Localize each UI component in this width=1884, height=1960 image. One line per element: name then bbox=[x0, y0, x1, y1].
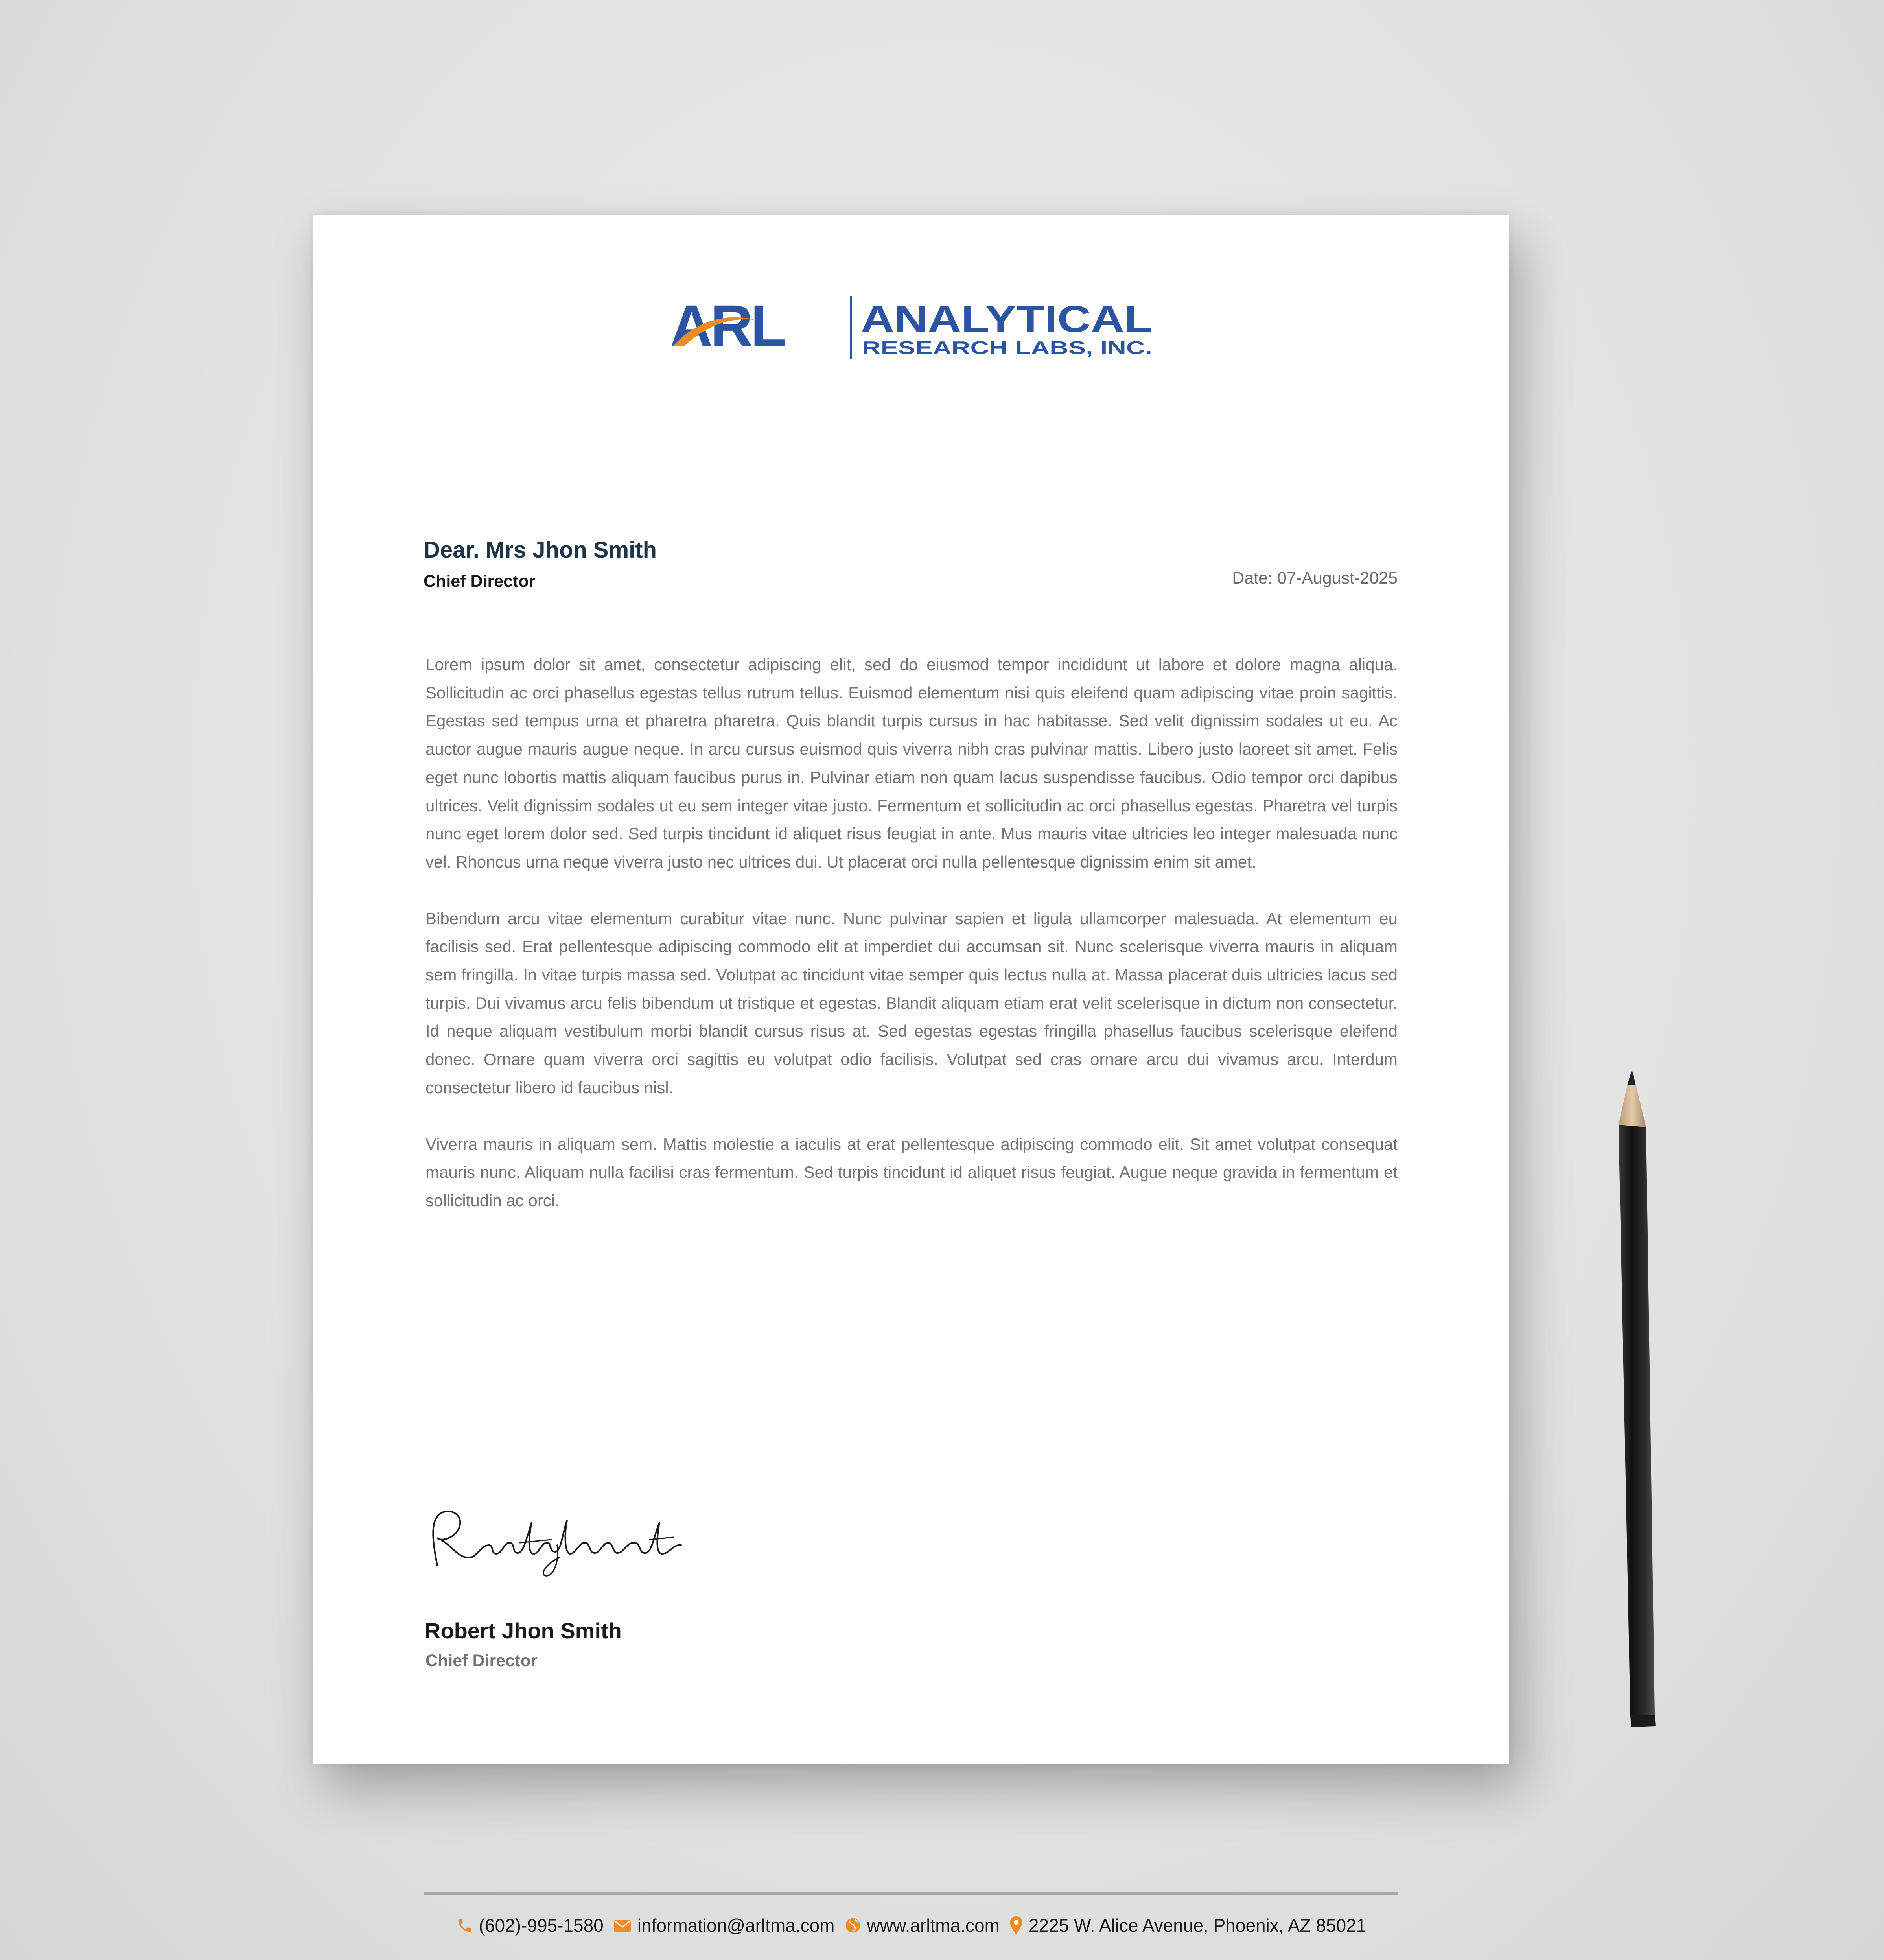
footer-address[interactable] bbox=[1009, 1915, 1366, 1936]
letter-date: Date: 07-August-2025 bbox=[1232, 569, 1398, 588]
signer-title: Chief Director bbox=[425, 1651, 538, 1670]
letterhead-page bbox=[313, 215, 1509, 1936]
footer-email[interactable] bbox=[613, 1915, 835, 1936]
recipient-salutation: Dear. Mrs Jhon Smith bbox=[424, 537, 657, 563]
pencil-prop bbox=[1604, 1062, 1659, 1730]
street-address: 2225 W. Alice Avenue, Phoenix, AZ 85021 bbox=[1028, 1915, 1366, 1936]
logo-company-line2: RESEARCH LABS, INC. bbox=[862, 337, 1152, 358]
globe-icon bbox=[844, 1917, 862, 1934]
email-address: information@arltma.com bbox=[637, 1915, 835, 1936]
recipient-title: Chief Director bbox=[424, 572, 536, 591]
letter-body bbox=[425, 650, 1398, 1243]
company-logo bbox=[669, 296, 1154, 359]
logo-mark: ARL bbox=[670, 296, 785, 359]
phone-number: (602)-995-1580 bbox=[479, 1915, 604, 1936]
handwritten-signature bbox=[422, 1499, 697, 1577]
signer-name: Robert Jhon Smith bbox=[425, 1618, 622, 1643]
map-pin-icon bbox=[1009, 1916, 1023, 1935]
envelope-icon bbox=[613, 1918, 632, 1933]
footer-phone[interactable] bbox=[456, 1915, 604, 1936]
logo-company-line1: ANALYTICAL bbox=[861, 298, 1153, 340]
website-url: www.arltma.com bbox=[867, 1915, 1000, 1936]
footer-divider bbox=[424, 1892, 1398, 1895]
phone-icon bbox=[456, 1917, 473, 1934]
body-paragraph: Lorem ipsum dolor sit amet, consectetur adipiscing elit, sed do eiusmod tempor incididunt ut labore et dolore magna aliqua. Sollicitudin ac orci phasellus egestas tellus rutrum tellus. Euismod elementum nisi quis eleifend quam adipiscing vitae proin sagittis. Egestas sed tempus urna et pharetra pharetra. Quis blandit turpis cursus in hac habitasse. Sed velit dignissim sodales ut eu. Ac auctor augue mauris augue neque. In arcu cursus euismod quis viverra nibh cras pulvinar mattis. Libero justo laoreet sit amet. Felis eget nunc lobortis mattis aliquam faucibus purus in. Pulvinar etiam non quam lacus suspendisse faucibus. Odio tempor orci dapibus ultrices. Velit dignissim sodales ut eu sem integer vitae justo. Fermentum et sollicitudin ac orci phasellus egestas. Pharetra vel turpis nunc eget lorem dolor sed. Sed turpis tincidunt id aliquet risus feugiat in ante. Mus mauris vitae ultricies leo integer malesuada nunc vel. Rhoncus urna neque viverra justo nec ultrices dui. Ut placerat orci nulla pellentesque dignissim enim sit amet. bbox=[425, 655, 1398, 871]
body-paragraph: Bibendum arcu vitae elementum curabitur vitae nunc. Nunc pulvinar sapien et ligula ullamcorper malesuada. At elementum eu facilisis sed. Erat pellentesque adipiscing commodo elit at imperdiet dui accumsan sit. Nunc scelerisque viverra mauris in aliquam sem fringilla. In vitae turpis massa sed. Volutpat ac tincidunt vitae semper quis lectus nulla at. Massa placerat duis ultricies lacus sed turpis. Dui vivamus arcu felis bibendum ut tristique et egestas. Blandit aliquam etiam erat velit scelerisque in dictum non consectetur. Id neque aliquam vestibulum morbi blandit cursus risus at. Sed egestas egestas fringilla phasellus faucibus scelerisque eleifend donec. Ornare quam viverra orci sagittis eu volutpat odio facilisis. Volutpat sed cras ornare arcu dui vivamus arcu. Interdum consectetur libero id faucibus nisl. bbox=[425, 909, 1398, 1097]
logo-divider bbox=[850, 296, 852, 359]
body-paragraph: Viverra mauris in aliquam sem. Mattis molestie a iaculis at erat pellentesque adipiscing commodo elit. Sit amet volutpat consequat mauris nunc. Aliquam nulla facilisi cras fermentum. Sed turpis tincidunt id aliquet risus feugiat. Augue neque gravida in fermentum et sollicitudin ac orci. bbox=[425, 1135, 1398, 1210]
footer-website[interactable] bbox=[844, 1915, 1000, 1936]
contact-footer bbox=[424, 1910, 1398, 1941]
